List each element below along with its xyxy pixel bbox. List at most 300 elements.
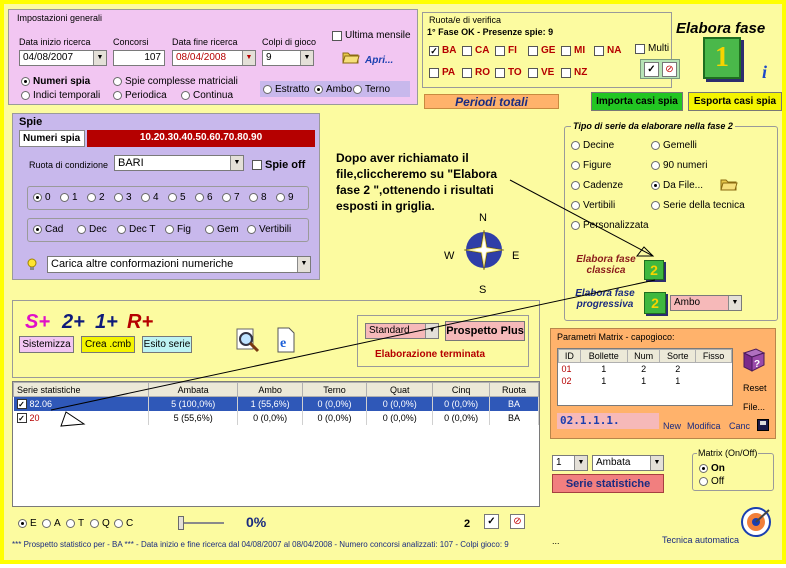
compass-south: S <box>479 284 487 296</box>
cell-value: BA <box>507 412 520 423</box>
radio-periodica[interactable] <box>113 90 167 101</box>
radio-indici-temporali[interactable] <box>21 90 100 101</box>
ruota-checkbox-ge[interactable] <box>528 45 555 56</box>
numeri-spia-label: Numeri spia <box>23 133 81 144</box>
radio-dot[interactable] <box>699 477 708 486</box>
radio-dot[interactable] <box>42 519 51 528</box>
ruota-checkbox-ca[interactable] <box>462 45 489 56</box>
colpi-value: 9 <box>266 52 272 63</box>
ruota-checkbox-pa[interactable] <box>429 67 455 78</box>
cell-value: 5 (55,6%) <box>173 412 213 423</box>
tipo-radio-da-file[interactable] <box>651 180 703 191</box>
progressiva-sorte-select[interactable] <box>670 295 742 311</box>
esito-serie-button[interactable] <box>142 336 192 353</box>
chevron-down-icon[interactable]: ▼ <box>425 324 438 338</box>
radio-dot[interactable] <box>60 193 69 202</box>
open-folder-icon[interactable] <box>342 50 360 64</box>
cancel-button[interactable]: ⊘ <box>662 62 677 77</box>
logo-2: 2+ <box>62 311 85 333</box>
matrix-header-1[interactable]: Bollette <box>580 350 627 363</box>
radio-label: 5 <box>180 192 186 203</box>
grid-header-3[interactable]: Terno <box>302 383 366 397</box>
cell-value: 0 (0,0%) <box>444 398 479 409</box>
ruota-checkbox-na[interactable] <box>594 45 621 56</box>
row-checkbox[interactable]: ✓ <box>18 413 25 423</box>
bulb-icon <box>27 258 37 272</box>
digit-radio-7[interactable] <box>222 192 240 203</box>
tipo-radio-cadenze[interactable] <box>571 180 623 191</box>
grid-cell-ambata <box>149 411 238 425</box>
ruota-label: CA <box>475 45 490 56</box>
radio-continua[interactable] <box>181 90 233 101</box>
ie-document-icon[interactable] <box>275 327 297 353</box>
chevron-down-icon[interactable]: ▼ <box>574 456 587 470</box>
radio-dot[interactable] <box>651 161 660 170</box>
checkbox-box[interactable] <box>561 46 571 56</box>
ruota-label: NZ <box>574 67 588 78</box>
start-date-label: Data inizio ricerca <box>19 37 91 47</box>
checkbox-box[interactable] <box>594 46 604 56</box>
radio-spie-complesse[interactable] <box>113 76 238 87</box>
annotation-text <box>336 150 506 214</box>
mode-radio-a[interactable] <box>42 518 61 529</box>
cell-value: BA <box>507 398 520 409</box>
book-icon[interactable] <box>741 347 767 373</box>
radio-label: Q <box>102 518 110 529</box>
checkbox-box[interactable] <box>561 68 571 78</box>
matrix-cell-bollette: 1 <box>601 375 607 386</box>
radio-label: 7 <box>234 192 240 203</box>
ruota-checkbox-nz[interactable] <box>561 67 587 78</box>
chevron-down-icon[interactable]: ▼ <box>728 296 741 310</box>
digit-radios <box>33 192 309 206</box>
ultima-mensile-checkbox[interactable] <box>332 30 411 41</box>
grid-cell-ambo <box>238 411 303 425</box>
radio-matrix-on[interactable] <box>699 463 725 474</box>
checkbox-box[interactable] <box>332 31 342 41</box>
results-grid <box>12 381 540 507</box>
digit-radio-0[interactable] <box>33 192 51 203</box>
info-icon[interactable]: i <box>762 62 768 82</box>
target-icon[interactable] <box>740 506 772 538</box>
compass-east: E <box>512 250 520 262</box>
radio-dot[interactable] <box>18 519 27 528</box>
grid-header-5[interactable]: Cinq <box>433 383 490 397</box>
ruota-label: NA <box>607 45 622 56</box>
mode-radio-q[interactable] <box>90 518 110 529</box>
standard-select[interactable] <box>365 323 439 339</box>
checkbox-box[interactable] <box>429 68 439 78</box>
svg-text:e: e <box>280 336 287 351</box>
digit-radio-2[interactable] <box>87 192 105 203</box>
matrix-row[interactable] <box>559 375 732 387</box>
radio-label: Decine <box>583 140 615 151</box>
chevron-down-icon[interactable]: ▼ <box>650 456 663 470</box>
radio-label: Numeri spia <box>33 76 91 87</box>
elabora-progressiva-button[interactable] <box>644 292 666 314</box>
grid-cell-ambata <box>149 397 238 411</box>
radio-matrix-off[interactable] <box>699 476 724 487</box>
elabora-classica-num: 2 <box>650 262 658 278</box>
radio-dot[interactable] <box>651 201 660 210</box>
ruota-condizione-select[interactable] <box>114 155 244 171</box>
digit-radio-1[interactable] <box>60 192 78 203</box>
radio-dot[interactable] <box>195 193 204 202</box>
ruota-label: BA <box>442 45 457 56</box>
cell-value: 0 (0,0%) <box>317 398 352 409</box>
radio-dot[interactable] <box>222 193 231 202</box>
ruota-checkbox-ro[interactable] <box>462 67 490 78</box>
radio-label: 90 numeri <box>663 160 708 171</box>
elabora-progressiva-num: 2 <box>651 295 659 311</box>
chevron-down-icon[interactable]: ▼ <box>93 51 106 65</box>
radio-dot[interactable] <box>571 181 580 190</box>
matrix-header-0[interactable]: ID <box>559 350 581 363</box>
row-checkbox[interactable]: ✓ <box>18 399 25 409</box>
chevron-down-icon[interactable]: ▼ <box>242 51 255 65</box>
checkbox-box[interactable] <box>462 68 472 78</box>
radio-dot[interactable] <box>114 519 123 528</box>
elabora-classica-button[interactable] <box>644 260 664 280</box>
radio-label: C <box>126 518 134 529</box>
grid-header-1[interactable]: Ambata <box>149 383 238 397</box>
radio-label: Gemelli <box>663 140 697 151</box>
checkbox-box[interactable]: ✓ <box>430 45 438 56</box>
crea-cmb-button[interactable] <box>81 336 135 353</box>
button-label: Importa casi spia <box>596 96 678 107</box>
conformazioni-value: Carica altre conformazioni numeriche <box>51 258 234 270</box>
radio-label: E <box>30 518 37 529</box>
tipo-radio-personalizzata[interactable] <box>571 220 649 231</box>
digit-radio-5[interactable] <box>168 192 186 203</box>
radio-label: Indici temporali <box>33 90 101 101</box>
slider-thumb[interactable] <box>178 516 184 530</box>
concorsi-input[interactable] <box>113 50 165 66</box>
table-row[interactable] <box>14 397 539 411</box>
disk-label <box>760 421 766 425</box>
ruota-checkbox-ba[interactable] <box>429 45 456 56</box>
progress-percent: 0% <box>246 514 267 530</box>
radio-dot[interactable] <box>114 193 123 202</box>
checkbox-box[interactable] <box>495 46 505 56</box>
tecnica-automatica-label: Tecnica automatica <box>662 535 740 545</box>
button-label: Esito serie <box>143 339 191 350</box>
matrix-header-4[interactable]: Fisso <box>696 350 732 363</box>
radio-label: 1 <box>72 192 78 203</box>
ruote-panel <box>422 12 672 88</box>
spie-panel <box>12 113 320 280</box>
radio-dot[interactable] <box>314 85 323 94</box>
canc-button[interactable]: Canc <box>729 421 751 431</box>
radio-label: Periodica <box>125 90 167 101</box>
start-date-value: 04/08/2007 <box>23 52 74 63</box>
matrix-table <box>558 349 732 387</box>
radio-dot[interactable] <box>165 225 174 234</box>
radio-dot[interactable] <box>571 201 580 210</box>
numeri-spia-display[interactable] <box>87 130 315 147</box>
numeri-spia-value: 10.20.30.40.50.60.70.80.90 <box>139 132 263 143</box>
matrix-cell-fisso <box>696 363 732 375</box>
ruota-label: GE <box>541 45 556 56</box>
chevron-down-icon[interactable]: ▼ <box>300 51 313 65</box>
compass-west: W <box>444 250 455 262</box>
elabora-classica-text: Elabora fase classica <box>576 254 636 276</box>
radio-label: Spie complesse matriciali <box>125 76 238 87</box>
grid-cell-terno <box>302 411 366 425</box>
radio-dot[interactable] <box>113 91 122 100</box>
matrix-sorte-value: Ambata <box>596 457 631 468</box>
compass-rose-icon <box>440 212 528 296</box>
radio-dot[interactable] <box>263 85 272 94</box>
colpi-select[interactable] <box>262 50 314 66</box>
grid-header-4[interactable]: Quat <box>367 383 433 397</box>
radio-label: Continua <box>193 90 234 101</box>
cell-value: 0 (0,0%) <box>382 398 417 409</box>
type-radio-dec-t[interactable] <box>117 224 156 235</box>
ultima-mensile-label: Ultima mensile <box>345 30 411 41</box>
sistemizza-button[interactable] <box>19 336 74 353</box>
radio-label: Figure <box>583 160 612 171</box>
ruota-checkbox-mi[interactable] <box>561 45 585 56</box>
radio-dot[interactable] <box>87 193 96 202</box>
matrix-title: Parametri Matrix - capogioco: <box>557 332 675 342</box>
elabora-fase-title: Elabora fase <box>676 20 766 37</box>
matrix-header-3[interactable]: Sorte <box>660 350 696 363</box>
radio-label: Personalizzata <box>583 220 649 231</box>
radio-ambo[interactable] <box>314 84 352 95</box>
digit-radio-3[interactable] <box>114 192 132 203</box>
cell-value: 1 (55,6%) <box>250 398 290 409</box>
matrix-header-2[interactable]: Num <box>627 350 659 363</box>
checkbox-box[interactable] <box>635 44 645 54</box>
radio-terno[interactable] <box>353 84 390 95</box>
radio-label: 0 <box>45 192 51 203</box>
apri-link[interactable]: Apri... <box>365 55 394 66</box>
grid-cell-ruota <box>489 397 538 411</box>
matrix-header-row <box>559 350 732 363</box>
radio-dot[interactable] <box>205 225 214 234</box>
radio-numeri-spia[interactable] <box>21 76 90 87</box>
digit-radio-8[interactable] <box>249 192 267 203</box>
radio-label: Vertibili <box>583 200 616 211</box>
table-row[interactable] <box>14 411 539 425</box>
magnifier-icon[interactable] <box>235 327 261 353</box>
matrix-code-value: 02.1.1.1. <box>560 414 620 427</box>
reset-button[interactable]: Reset <box>743 383 767 393</box>
grid-body <box>14 397 539 425</box>
radio-dot[interactable] <box>181 91 190 100</box>
radio-label: 3 <box>126 192 132 203</box>
radio-label: Gem <box>217 224 239 235</box>
checkbox-box[interactable] <box>528 68 538 78</box>
type-radio-cad[interactable] <box>33 224 63 235</box>
new-button[interactable]: New <box>663 421 682 431</box>
standard-value: Standard <box>369 325 410 336</box>
slider-track <box>178 522 224 524</box>
radio-dot[interactable] <box>113 77 122 86</box>
radio-dot[interactable] <box>699 464 708 473</box>
end-date-picker[interactable] <box>172 50 256 66</box>
ruota-label: PA <box>442 67 456 78</box>
multi-checkbox[interactable] <box>635 43 669 54</box>
tipo-radio-90-numeri[interactable] <box>651 160 707 171</box>
serie-statistiche-button[interactable] <box>552 474 664 493</box>
radio-dot[interactable] <box>571 141 580 150</box>
tipo-radio-decine[interactable] <box>571 140 614 151</box>
tecnica-ellipsis: ... <box>552 536 560 546</box>
ruota-condizione-label: Ruota di condizione <box>29 160 109 170</box>
results-toolbar <box>12 300 540 378</box>
button-label: Esporta casi spia <box>693 96 777 107</box>
radio-dot[interactable] <box>571 221 580 230</box>
button-label: Crea .cmb <box>84 339 132 350</box>
radio-dot[interactable] <box>90 519 99 528</box>
mode-radio-c[interactable] <box>114 518 133 529</box>
cell-value: 0 (0,0%) <box>317 412 352 423</box>
radio-label: Dec T <box>129 224 156 235</box>
radio-label: A <box>54 518 61 529</box>
cell-value: 0 (0,0%) <box>382 412 417 423</box>
radio-label: T <box>78 518 85 529</box>
periodi-totali-label: Periodi totali <box>455 95 528 109</box>
radio-dot[interactable] <box>651 141 660 150</box>
checkbox-box[interactable] <box>462 46 472 56</box>
ruote-title: Ruota/e di verifica <box>429 15 502 25</box>
logo-r: R+ <box>127 311 154 333</box>
grid-cell-serie <box>14 397 149 411</box>
progressiva-sorte-value: Ambo <box>674 297 701 308</box>
radio-dot[interactable] <box>117 225 126 234</box>
tipo-serie-title: Tipo di serie da elaborare nella fase 2 <box>573 121 733 131</box>
matrix-row[interactable] <box>559 363 732 375</box>
logo-s: S+ <box>25 311 51 333</box>
checkbox-box[interactable] <box>495 68 505 78</box>
matrix-cell-fisso <box>696 375 732 387</box>
radio-dot[interactable] <box>33 225 42 234</box>
matrix-cell-bollette: 1 <box>601 363 607 374</box>
checkbox-box[interactable] <box>252 160 262 170</box>
radio-dot[interactable] <box>571 161 580 170</box>
bottom-confirm-button[interactable]: ✓ <box>484 514 499 529</box>
conformazioni-select[interactable] <box>47 256 311 273</box>
file-button[interactable]: File... <box>743 402 766 412</box>
radio-dot[interactable] <box>168 193 177 202</box>
tipo-radio-figure[interactable] <box>571 160 611 171</box>
ruote-status: 1° Fase OK - Presenze spie: 9 <box>427 27 554 37</box>
radio-estratto[interactable] <box>263 84 309 95</box>
start-date-picker[interactable] <box>19 50 107 66</box>
confirm-button[interactable]: ✓ <box>644 62 659 77</box>
importa-casi-spia-button[interactable] <box>591 92 683 111</box>
elabora-fase-1-button[interactable] <box>703 37 741 79</box>
grid-cell-cinq <box>433 411 490 425</box>
esporta-casi-spia-button[interactable] <box>688 92 782 111</box>
radio-dot[interactable] <box>247 225 256 234</box>
button-label: Prospetto Plus <box>446 325 524 337</box>
digit-radio-4[interactable] <box>141 192 159 203</box>
speed-slider[interactable] <box>178 516 224 530</box>
mode-radio-t[interactable] <box>66 518 84 529</box>
elabora-classica-label <box>570 254 642 276</box>
matrix-panel <box>550 328 776 439</box>
ruota-label: VE <box>541 67 555 78</box>
radio-label: Da File... <box>663 180 704 191</box>
radio-dot[interactable] <box>33 193 42 202</box>
matrix-sorte-select[interactable] <box>592 455 664 471</box>
elaborazione-status: Elaborazione terminata <box>375 349 486 360</box>
save-disk-icon[interactable] <box>757 419 769 431</box>
digit-radio-6[interactable] <box>195 192 213 203</box>
cell-value: 5 (100,0%) <box>171 398 216 409</box>
bottom-cancel-button[interactable]: ⊘ <box>510 514 525 529</box>
grid-cell-quat <box>367 397 433 411</box>
type-radio-dec[interactable] <box>77 224 107 235</box>
prospetto-plus-button[interactable] <box>445 321 525 341</box>
grid-cell-ruota <box>489 411 538 425</box>
end-date-value: 08/04/2008 <box>176 52 227 63</box>
chevron-down-icon[interactable]: ▼ <box>230 156 243 170</box>
radio-dot[interactable] <box>66 519 75 528</box>
ruota-checkbox-to[interactable] <box>495 67 522 78</box>
grid-header-0[interactable]: Serie statistiche <box>14 383 149 397</box>
matrix-number-select[interactable] <box>552 455 588 471</box>
tipo-radio-serie-della-tecnica[interactable] <box>651 200 745 211</box>
chevron-down-icon[interactable]: ▼ <box>297 257 310 272</box>
annotation-content: Dopo aver richiamato il file,cliccheremo su "Elabora fase 2 ",ottenendo i risultati esposti in griglia. <box>336 151 498 213</box>
radio-label: 8 <box>261 192 267 203</box>
grid-header-2[interactable]: Ambo <box>238 383 303 397</box>
modifica-button[interactable]: Modifica <box>687 421 721 431</box>
matrix-onoff-title: Matrix (On/Off) <box>698 448 758 458</box>
radio-label: Estratto <box>275 84 310 95</box>
cell-value: 0 (0,0%) <box>444 412 479 423</box>
digit-radio-9[interactable] <box>276 192 294 203</box>
type-radio-gem[interactable] <box>205 224 239 235</box>
mode-radio-e[interactable] <box>18 518 37 529</box>
concorsi-value: 107 <box>144 52 161 63</box>
ruota-label: TO <box>508 67 522 78</box>
grid-header-6[interactable]: Ruota <box>489 383 538 397</box>
radio-dot[interactable] <box>249 193 258 202</box>
cell-value: 0 (0,0%) <box>253 412 288 423</box>
radio-dot[interactable] <box>353 85 362 94</box>
elabora-fase-1-number: 1 <box>715 42 729 73</box>
radio-dot[interactable] <box>276 193 285 202</box>
matrix-cell-id: 02 <box>561 375 572 386</box>
general-settings-title: Impostazioni generali <box>17 13 103 23</box>
ruota-checkbox-ve[interactable] <box>528 67 554 78</box>
checkbox-box[interactable] <box>528 46 538 56</box>
type-radio-fig[interactable] <box>165 224 191 235</box>
radio-dot[interactable] <box>651 181 660 190</box>
radio-dot[interactable] <box>77 225 86 234</box>
radio-label: 9 <box>288 192 294 203</box>
result-count: 2 <box>464 518 471 530</box>
radio-label: Ambo <box>326 84 353 95</box>
type-radios <box>33 224 309 238</box>
type-radio-vertibili[interactable] <box>247 224 291 235</box>
elabora-progressiva-text: Elabora fase progressiva <box>575 288 635 310</box>
spie-off-checkbox[interactable] <box>252 159 305 171</box>
tipo-radio-vertibili[interactable] <box>571 200 615 211</box>
ruota-checkbox-fi[interactable] <box>495 45 517 56</box>
folder-icon[interactable] <box>720 177 738 191</box>
radio-dot[interactable] <box>21 77 30 86</box>
radio-dot[interactable] <box>21 91 30 100</box>
matrix-body <box>559 363 732 387</box>
tipo-radio-gemelli[interactable] <box>651 140 697 151</box>
radio-dot[interactable] <box>141 193 150 202</box>
